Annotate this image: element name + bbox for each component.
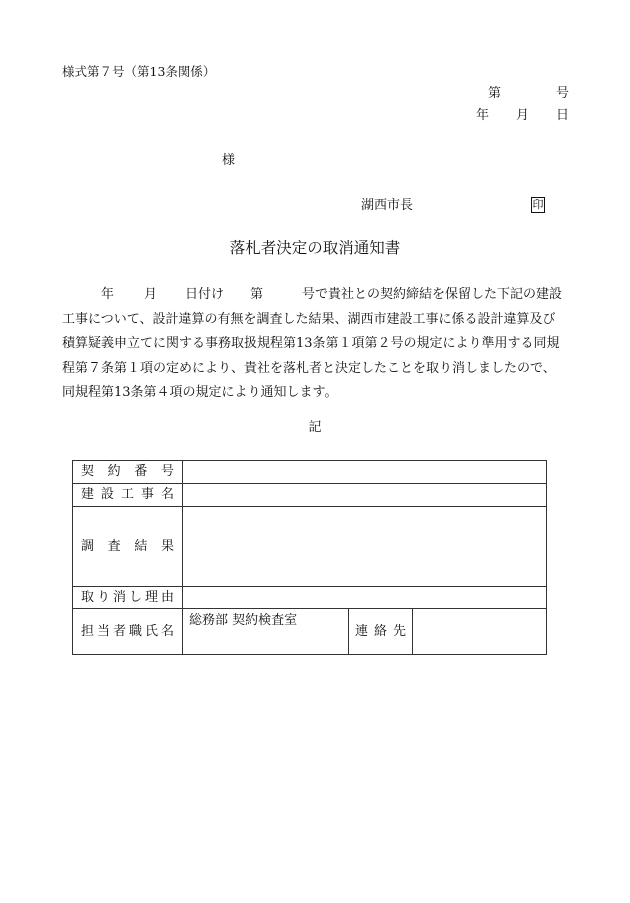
table-row-result (73, 507, 547, 587)
date-day: 日 (556, 108, 570, 123)
contact-value (413, 609, 547, 655)
body-line-1 (62, 283, 582, 308)
table-row-project-name (73, 484, 547, 507)
ki-heading: 記 (308, 420, 322, 435)
details-table (72, 460, 547, 655)
body-line-5: 同規程第13条第４項の規定により通知します。 (62, 385, 338, 400)
body-paragraph (62, 283, 582, 406)
investigation-result-label: 調査結果 (73, 507, 183, 587)
document-number-prefix: 第 (488, 86, 502, 101)
body-line-2: 工事について、設計違算の有無を調査した結果、湖西市建設工事に係る設計違算及び (62, 311, 556, 327)
document-number-suffix: 号 (556, 86, 570, 101)
body-dai: 第 (250, 287, 264, 302)
issuer-name: 湖西市長 (361, 198, 414, 213)
date-month: 月 (516, 108, 530, 123)
staff-value: 総務部 契約検査室 (183, 609, 349, 655)
body-line1-rest: 号で貴社との契約締結を保留した下記の建設 (302, 287, 563, 302)
body-year: 年 (101, 287, 115, 302)
table-row-reason (73, 587, 547, 609)
body-month: 月 (144, 287, 158, 302)
table-row-staff (73, 609, 547, 655)
table-row-contract-no (73, 461, 547, 484)
document-title: 落札者決定の取消通知書 (229, 239, 401, 257)
cancel-reason-label: 取り消し理由 (73, 587, 183, 609)
cancel-reason-value (183, 587, 547, 609)
project-name-label: 建設工事名 (73, 484, 183, 507)
staff-label: 担当者職氏名 (73, 609, 183, 655)
form-number: 様式第７号（第13条関係） (62, 64, 216, 79)
body-line-4: 程第７条第１項の定めにより、貴社を落札者と決定したことを取り消しましたので、 (62, 360, 556, 376)
project-name-value (183, 484, 547, 507)
seal-mark: 印 (532, 198, 544, 211)
date-year: 年 (476, 108, 490, 123)
body-day: 日付け (185, 287, 225, 302)
body-line-3: 積算疑義申立てに関する事務取扱規程第13条第１項第２号の規定により準用する同規 (62, 336, 560, 351)
contract-number-label: 契約番号 (73, 461, 183, 484)
contract-number-value (183, 461, 547, 484)
contact-label: 連絡先 (349, 609, 413, 655)
investigation-result-value (183, 507, 547, 587)
addressee-suffix: 様 (222, 153, 236, 168)
